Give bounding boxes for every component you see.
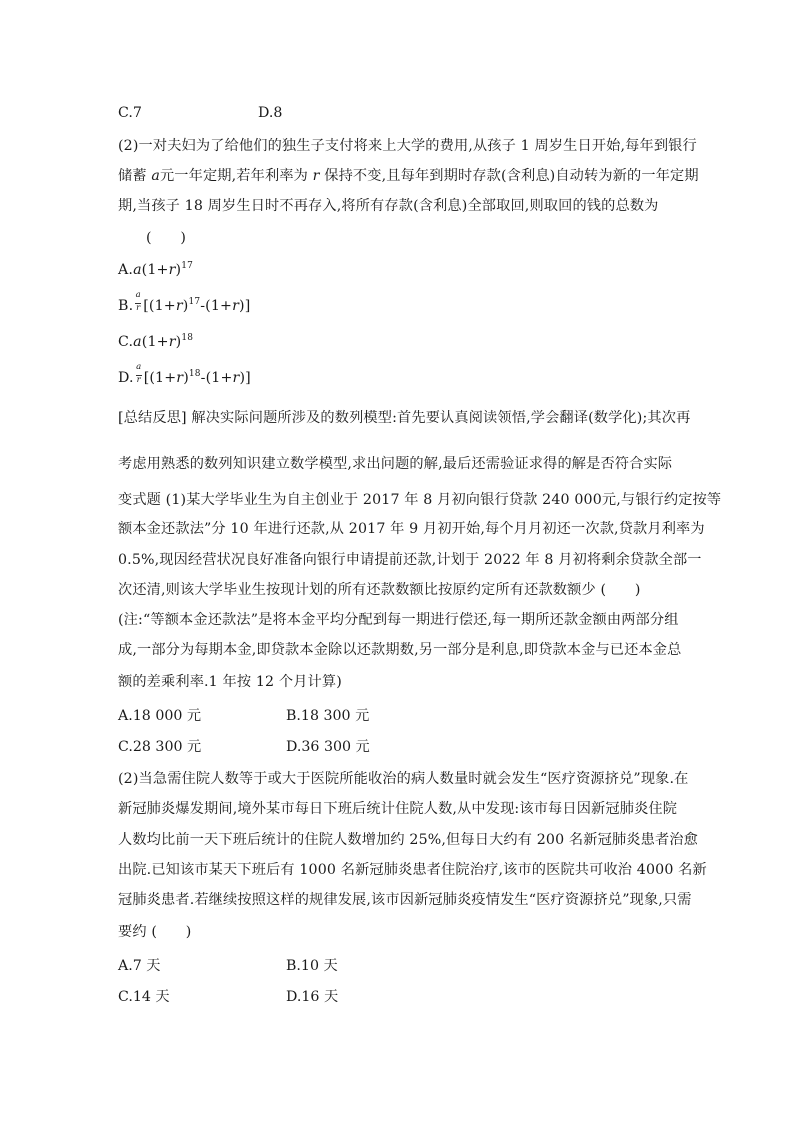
summary-line-1: [总结反思] 解决实际问题所涉及的数列模型:首先要认真阅读领悟,学会翻译(数学化);其次再 [118,410,691,426]
q2b-line-6: 要约 ( ) [118,924,192,940]
fraction-a-over-r: $\frac{a}{r}$ [135,290,141,313]
q2b-option-b[interactable]: B.10 天 [286,958,338,974]
variant-note-2: 成,一部分为每期本金,即贷款本金除以还款期数,另一部分是利息,即贷款本金与已还本金总 [118,642,682,658]
variant-option-d[interactable]: D.36 300 元 [286,739,370,755]
q2b-line-3: 人数均比前一天下班后统计的住院人数增加约 25%,但每日大约有 200 名新冠肺炎患者治愈 [118,832,698,848]
q2b-option-a[interactable]: A.7 天 [118,958,161,974]
q2-option-d[interactable]: D. $\frac{a}{r}$ $[(1+r)^{18}-(1+r)]$ [118,362,251,386]
variant-line-3: 0.5%,现因经营状况良好准备向银行申请提前还款,计划于 2022 年 8 月初将剩余贷款全部一 [118,552,702,568]
variant-line-2: 额本金还款法”分 10 年进行还款,从 2017 年 9 月初开始,每个月月初还一次款,贷款月利率为 [118,521,705,537]
q2-option-c[interactable]: $C.a(1+r)^{18}$ [118,333,194,350]
fraction-a-over-r: $\frac{a}{r}$ [136,362,142,385]
summary-line-2: 考虑用熟悉的数列知识建立数学模型,求出问题的解,最后还需验证求得的解是否符合实际 [118,456,673,472]
q2b-line-5: 冠肺炎患者.若继续按照这样的规律发展,该市因新冠肺炎疫情发生“医疗资源挤兑”现象,只需 [118,892,692,908]
variant-line-4: 次还清,则该大学毕业生按现计划的所有还款数额比按原约定所有还款数额少 ( ) [118,582,641,598]
q2b-line-2: 新冠肺炎爆发期间,境外某市每日下班后统计住院人数,从中发现:该市每日因新冠肺炎住院 [118,801,678,817]
q2-line-2: 储蓄 a元一年定期,若年利率为 r 保持不变,且每年到期时存款(含利息)自动转为新的一年定期 [118,168,699,184]
variant-option-a[interactable]: A.18 000 元 [118,708,202,724]
q2b-line-4: 出院.已知该市某天下班后有 1000 名新冠肺炎患者住院治疗,该市的医院共可收治 4000 名新 [118,862,707,878]
variant-note-3: 额的差乘利率.1 年按 12 个月计算) [118,674,342,690]
q2b-option-c[interactable]: C.14 天 [118,989,170,1005]
variant-option-b[interactable]: B.18 300 元 [286,708,370,724]
prev-option-d: D.8 [258,105,283,121]
q2-answer-bracket: ( ) [146,230,187,246]
q2b-option-d[interactable]: D.16 天 [286,989,339,1005]
prev-option-c: C.7 [118,105,142,121]
variant-note-1: (注:“等额本金还款法”是将本金平均分配到每一期进行偿还,每一期所还款金额由两部分组 [118,612,679,628]
q2-option-a[interactable]: $A.a(1+r)^{17}$ [118,261,193,278]
q2-line-3: 期,当孩子 18 周岁生日时不再存入,将所有存款(含利息)全部取回,则取回的钱的总数为 [118,198,659,214]
q2-line-1: (2)一对夫妇为了给他们的独生子支付将来上大学的费用,从孩子 1 周岁生日开始,每年到银行 [118,138,697,154]
q2b-line-1: (2)当急需住院人数等于或大于医院所能收治的病人数量时就会发生“医疗资源挤兑”现象.在 [118,771,689,787]
q2-option-b[interactable]: B. $\frac{a}{r}$ $[(1+r)^{17}-(1+r)]$ [118,290,251,314]
variant-option-c[interactable]: C.28 300 元 [118,739,202,755]
variant-line-1: 变式题 (1)某大学毕业生为自主创业于 2017 年 8 月初向银行贷款 240 000元,与银行约定按等 [118,492,722,508]
